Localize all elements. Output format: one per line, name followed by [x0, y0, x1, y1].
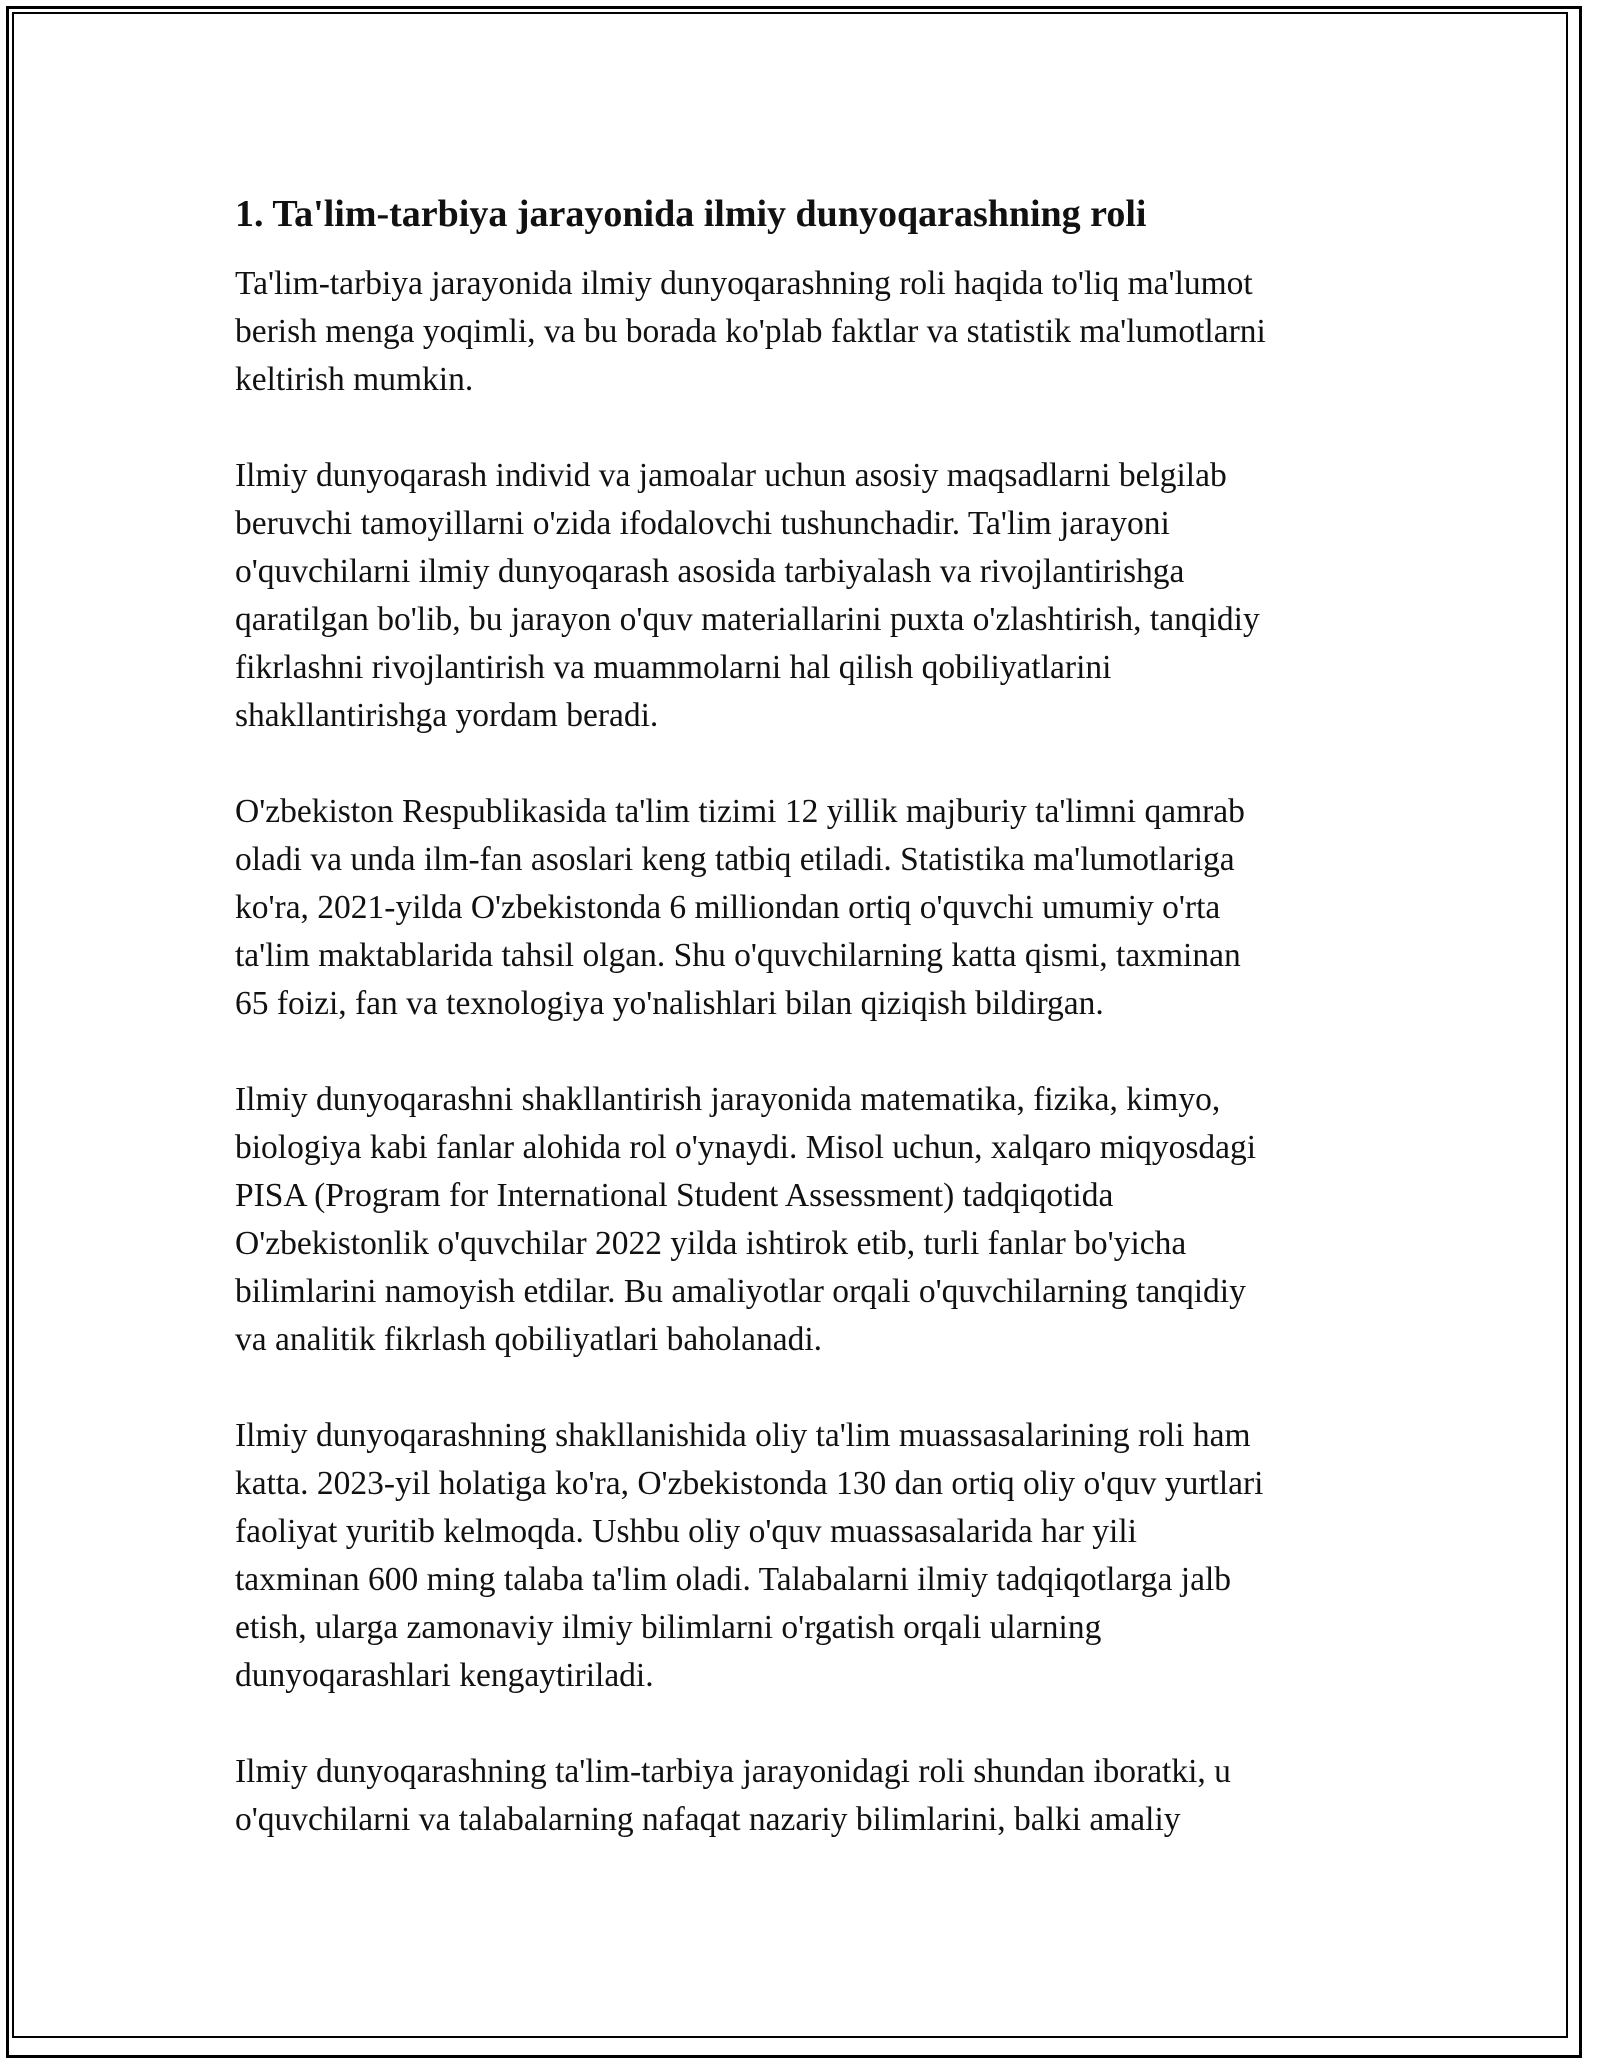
paragraph-4: Ilmiy dunyoqarashni shakllantirish jarayonida matematika, fizika, kimyo, biologiya kabi fanlar alohida rol o'ynaydi. Misol uchun, xalqaro miqyosdagi PISA (Program for International Student Assessment) tadqiqotida O'zbekistonlik o'quvchilar 2022 yilda ishtirok etib, turli fanlar bo'yicha bilimlarini namoyish etdilar. Bu amaliyotlar orqali o'quvchilarning tanqidiy va analitik fikrlash qobiliyatlari baholanadi.: [235, 1081, 1257, 1358]
paragraph-2: Ilmiy dunyoqarash individ va jamoalar uchun asosiy maqsadlarni belgilab beruvchi tamoyillarni o'zida ifodalovchi tushunchadir. Ta'lim jarayoni o'quvchilarni ilmiy dunyoqarash asosida tarbiyalash va rivojlantirishga qaratilgan bo'lib, bu jarayon o'quv materiallarini puxta o'zlashtirish, tanqidiy fikrlashni rivojlantirish va muammolarni hal qilish qobiliyatlarini shakllantirishga yordam beradi.: [235, 457, 1260, 734]
paragraph-5: Ilmiy dunyoqarashning shakllanishida oliy ta'lim muassasalarining roli ham katta. 2023-yil holatiga ko'ra, O'zbekistonda 130 dan ortiq oliy o'quv yurtlari faoliyat yuritib kelmoqda. Ushbu oliy o'quv muassasalarida har yili taxminan 600 ming talaba ta'lim oladi. Talabalarni ilmiy tadqiqotlarga jalb etish, ularga zamonaviy ilmiy bilimlarni o'rgatish orqali ularning dunyoqarashlari kengaytiriladi.: [235, 1417, 1264, 1694]
paragraph-3: O'zbekiston Respublikasida ta'lim tizimi 12 yillik majburiy ta'limni qamrab oladi va unda ilm-fan asoslari keng tatbiq etiladi. Statistika ma'lumotlariga ko'ra, 2021-yilda O'zbekistonda 6 milliondan ortiq o'quvchi umumiy o'rta ta'lim maktablarida tahsil olgan. Shu o'quvchilarning katta qismi, taxminan 65 foizi, fan va texnologiya yo'nalishlari bilan qiziqish bildirgan.: [235, 793, 1245, 1022]
document-body: [235, 188, 1370, 1892]
section-heading: 1. Ta'lim-tarbiya jarayonida ilmiy dunyoqarashning roli: [235, 193, 1147, 235]
paragraph-6: Ilmiy dunyoqarashning ta'lim-tarbiya jarayonidagi roli shundan iboratki, u o'quvchilarni va talabalarning nafaqat nazariy bilimlarini, balki amaliy: [235, 1753, 1231, 1838]
paragraph-1: Ta'lim-tarbiya jarayonida ilmiy dunyoqarashning roli haqida to'liq ma'lumot berish menga yoqimli, va bu borada ko'plab faktlar va statistik ma'lumotlarni keltirish mumkin.: [235, 265, 1266, 398]
